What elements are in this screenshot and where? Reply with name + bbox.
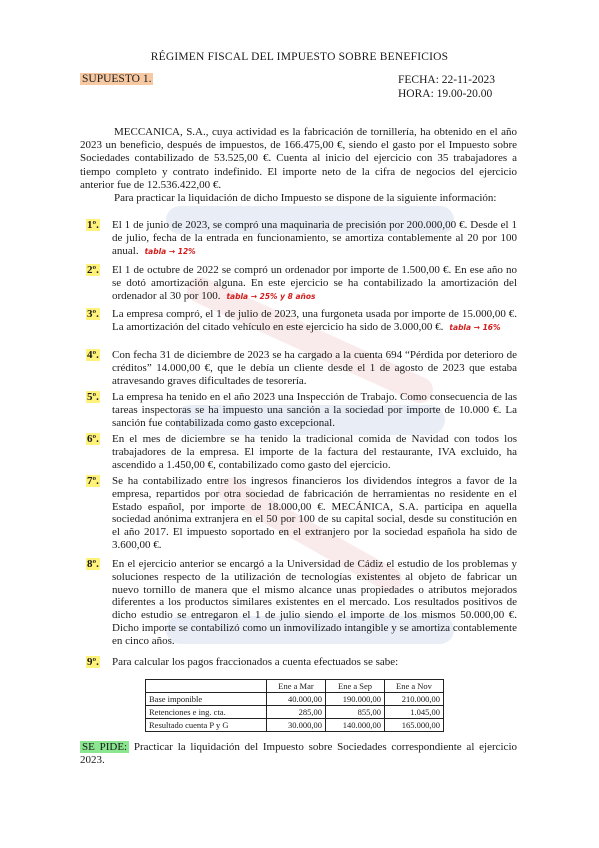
item-number: 4º. (87, 349, 99, 361)
intro-text (80, 126, 517, 205)
item-text: El 1 de junio de 2023, se compró una maquinaria de precisión por 200.000,00 €. Desde el 1 de julio, fecha de la entrada en funcionamiento, se amortiza contablemente al 20 por 100 anual. (112, 219, 517, 257)
table-row (146, 719, 444, 732)
table-cell: 40.000,00 (267, 693, 326, 706)
item-number: 3º. (87, 308, 99, 320)
table-cell: Base imponible (146, 693, 267, 706)
list-item (86, 219, 517, 258)
table-cell: 210.000,00 (385, 693, 444, 706)
item-text: En el mes de diciembre se ha tenido la tradicional comida de Navidad con todos los trabajadores de la empresa. El importe de la factura del restaurante, IVA excluido, ha ascendido a 1.450,00 €, contabilizado como gasto del ejercicio. (112, 433, 517, 471)
list-item (86, 308, 517, 335)
table-cell: 855,00 (326, 706, 385, 719)
se-pide-label: SE PIDE: (82, 741, 128, 753)
list-item (86, 558, 517, 648)
list-item (86, 349, 517, 387)
item-text: Para calcular los pagos fraccionados a cuenta efectuados se sabe: (112, 656, 399, 668)
table-cell: Retenciones e ing. cta. (146, 706, 267, 719)
item-number: 6º. (87, 433, 99, 445)
se-pide-text: Practicar la liquidación del Impuesto sobre Sociedades correspondiente al ejercicio 2023. (80, 741, 518, 767)
table-header-cell: Ene a Nov (385, 680, 444, 693)
table-cell: 1.045,00 (385, 706, 444, 719)
item-text: En el ejercicio anterior se encargó a la Universidad de Cádiz el estudio de los problemas y soluciones respecto de la utilización de tecnologías existentes al objeto de fabricar un nuevo tornillo de manera que el mismo alcance unas propiedades o atributos mejorados diferentes a los productos similares existentes en el mercado. Los resultados positivos de dicho estudio se entregaron el 1 de julio siendo el importe de los mismos 50.000,00 €. Dicho importe se contabilizó como un inmovilizado intangible y se amortiza contablemente en cinco años. (112, 558, 517, 647)
item-text: Se ha contabilizado entre los ingresos financieros los dividendos íntegros a favor de la empresa, repartidos por otra sociedad de fabricación de herramientas no residente en el Estado español, por importe de 18.000,00 €. MECÁNICA, S.A. participa en aquella sociedad anónima extranjera en el 50 por 100 de su capital social, desde su constitución en el año 2017. El impuesto soportado en el extranjero por la sociedad española ha sido de 3.600,00 €. (112, 475, 517, 551)
item-number: 8º. (87, 558, 99, 570)
list-item (86, 656, 517, 669)
list-item (86, 433, 517, 471)
table-header-cell: Ene a Sep (326, 680, 385, 693)
payments-table (145, 679, 444, 732)
table-cell: 190.000,00 (326, 693, 385, 706)
intro-paragraph: Para practicar la liquidación de dicho Impuesto se dispone de la siguiente información: (114, 192, 497, 205)
intro-paragraph: MECCANICA, S.A., cuya actividad es la fabricación de tornillería, ha obtenido en el año 2023 un beneficio, después de impuestos, de 166.475,00 €, siendo el gasto por el Impuesto sobre Sociedades contabilizado de 53.525,00 €. Cuenta al inicio del ejercicio con 35 trabajadores a tiempo completo y contrato indefinido. El importe neto de la cifra de negocios del ejercicio anterior fue de 12.536.422,00 €. (80, 126, 517, 191)
table-cell: 140.000,00 (326, 719, 385, 732)
item-number: 1º. (87, 219, 99, 231)
table-header-row (146, 680, 444, 693)
case-label: SUPUESTO 1. (82, 73, 152, 85)
item-text: Con fecha 31 de diciembre de 2023 se ha cargado a la cuenta 694 “Pérdida por deterioro de créditos” 14.000,00 €, que le debía un cliente desde el 1 de agosto de 2023 que estaba atravesando graves dificultades de tesorería. (112, 349, 517, 387)
date-line: FECHA: 22-11-2023 (398, 74, 496, 86)
table-cell: 30.000,00 (267, 719, 326, 732)
item-text: La empresa ha tenido en el año 2023 una Inspección de Trabajo. Como consecuencia de las tareas inspectoras se ha impuesto una sanción a la sociedad por importe de 10.000 €. La sanción fue contabilizada como gasto excepcional. (112, 391, 517, 429)
list-item (86, 264, 517, 303)
handwritten-note: tabla → 25% y 8 años (226, 291, 316, 301)
table-cell: Resultado cuenta P y G (146, 719, 267, 732)
item-number: 2º. (87, 264, 99, 276)
item-text: La empresa compró, el 1 de julio de 2023, una furgoneta usada por importe de 15.000,00 €. La amortización del citado vehículo en este ejercicio ha sido de 3.000,00 €. (112, 308, 517, 333)
date-block (398, 73, 495, 101)
item-number: 9º. (87, 656, 99, 668)
document-title: RÉGIMEN FISCAL DEL IMPUESTO SOBRE BENEFICIOS (150, 51, 449, 63)
table-cell: 285,00 (267, 706, 326, 719)
task-statement (80, 741, 517, 768)
table-row (146, 706, 444, 719)
list-item (86, 391, 517, 429)
handwritten-note: tabla → 12% (144, 246, 196, 256)
item-number: 7º. (87, 475, 99, 487)
time-line: HORA: 19.00-20.00 (398, 88, 493, 100)
handwritten-note: tabla → 16% (449, 322, 501, 332)
table-header-cell (146, 680, 267, 693)
table-row (146, 693, 444, 706)
list-item (86, 475, 517, 552)
table-header-cell: Ene a Mar (267, 680, 326, 693)
item-number: 5º. (87, 391, 99, 403)
item-text: El 1 de octubre de 2022 se compró un ordenador por importe de 1.500,00 €. En ese año no se dotó amortización alguna. En este ejercicio se ha contabilizado la amortización del ordenador al 30 por 100. (112, 264, 517, 302)
table-cell: 165.000,00 (385, 719, 444, 732)
